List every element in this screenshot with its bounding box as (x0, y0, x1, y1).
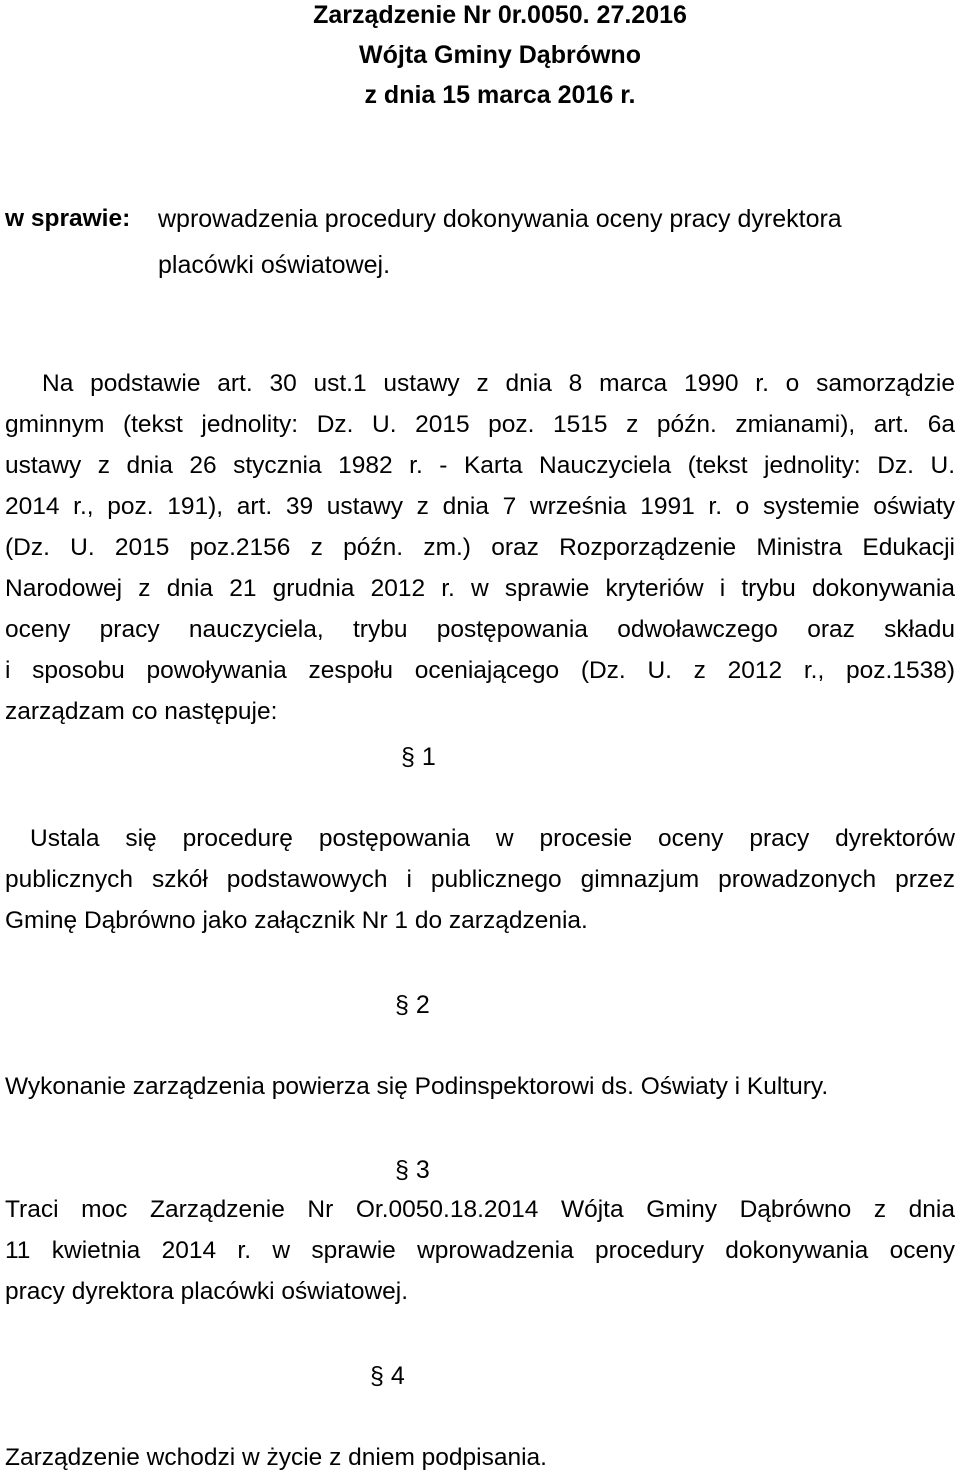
preamble-line: Na podstawie art. 30 ust.1 ustawy z dnia 8 marca 1990 r. o samorządzie (42, 370, 955, 397)
section-body (5, 818, 955, 941)
preamble-line: (Dz. U. 2015 poz.2156 z późn. zm.) oraz Rozporządzenie Ministra Edukacji (5, 534, 955, 561)
header-title: Zarządzenie Nr 0r.0050. 27.2016 (313, 1, 687, 29)
section-number: § 4 (370, 1362, 405, 1390)
section-body (5, 1066, 955, 1107)
preamble-line: gminnym (tekst jednolity: Dz. U. 2015 poz. 1515 z późn. zmianami), art. 6a (5, 411, 955, 438)
section-line: pracy dyrektora placówki oświatowej. (5, 1278, 409, 1305)
section-body (5, 1189, 955, 1312)
preamble-line: oceny pracy nauczyciela, trybu postępowania odwoławczego oraz składu (5, 616, 955, 643)
section-number: § 2 (395, 991, 430, 1019)
section-line: publicznych szkół podstawowych i publicznego gimnazjum prowadzonych przez (5, 866, 955, 893)
section-line: Wykonanie zarządzenia powierza się Podinspektorowi ds. Oświaty i Kultury. (5, 1073, 829, 1100)
preamble-line: ustawy z dnia 26 stycznia 1982 r. - Karta Nauczyciela (tekst jednolity: Dz. U. (5, 452, 955, 479)
preamble-line: zarządzam co następuje: (5, 698, 278, 725)
preamble-line: Narodowej z dnia 21 grudnia 2012 r. w sprawie kryteriów i trybu dokonywania (5, 575, 955, 602)
section-line: Ustala się procedurę postępowania w procesie oceny pracy dyrektorów (30, 825, 955, 852)
section-number: § 3 (395, 1156, 430, 1184)
section-line: Traci moc Zarządzenie Nr Or.0050.18.2014 Wójta Gminy Dąbrówno z dnia (5, 1196, 955, 1223)
section-body (5, 1437, 955, 1478)
preamble-line: i sposobu powoływania zespołu oceniającego (Dz. U. z 2012 r., poz.1538) (5, 657, 955, 684)
subject-text (158, 196, 918, 288)
section-line: 11 kwietnia 2014 r. w sprawie wprowadzenia procedury dokonywania oceny (5, 1237, 955, 1264)
subject-line: wprowadzenia procedury dokonywania oceny pracy dyrektora (158, 205, 842, 233)
subject-line: placówki oświatowej. (158, 251, 391, 279)
subject-label: w sprawie: (5, 205, 131, 232)
header-issuer: Wójta Gminy Dąbrówno (359, 41, 641, 69)
section-line: Zarządzenie wchodzi w życie z dniem podpisania. (5, 1444, 547, 1471)
legal-basis-paragraph (5, 363, 955, 732)
header-date: z dnia 15 marca 2016 r. (364, 81, 636, 109)
section-line: Gminę Dąbrówno jako załącznik Nr 1 do zarządzenia. (5, 907, 588, 934)
preamble-line: 2014 r., poz. 191), art. 39 ustawy z dnia 7 września 1991 r. o systemie oświaty (5, 493, 955, 520)
section-number: § 1 (401, 743, 436, 771)
document-header (0, 0, 960, 115)
